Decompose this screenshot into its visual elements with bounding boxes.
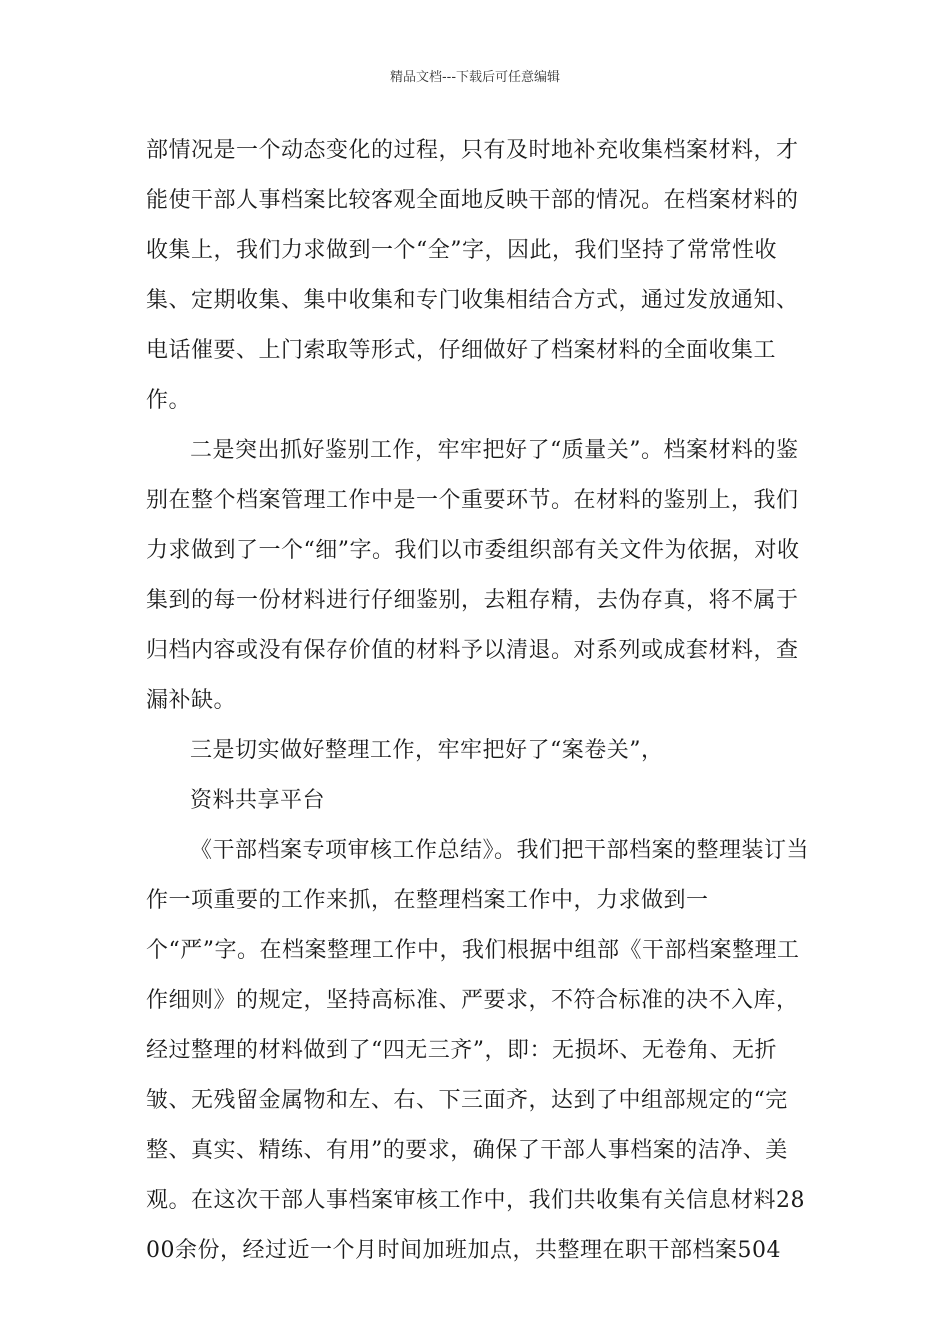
page-header: 精品文档---下载后可任意编辑 (389, 70, 561, 85)
paragraph-summary: 《干部档案专项审核工作总结》。我们把干部档案的整理装订当作一项重要的工作来抓，在整理档案工作中，力求做到一个“严”字。在档案整理工作中，我们根据中组部《干部档案整理工作细则》的规定，坚持高标准、严要求，不符合标准的决不入库，经过整理的材料做到了“四无三齐”，即：无损坏、无卷角、无折皱、无残留金属物和左、右、下三面齐，达到了中组部规定的“完整、真实、精练、有用”的要求，确保了干部人事档案的洁净、美观。在这次干部人事档案审核工作中，我们共收集有关信息材料2800余份，经过近一个月时间加班加点，共整理在职干部档案504 (146, 838, 810, 1263)
paragraph-collection: 部情况是一个动态变化的过程，只有及时地补充收集档案材料，才能使干部人事档案比较客观全面地反映干部的情况。在档案材料的收集上，我们力求做到一个“全”字，因此，我们坚持了常常性收集、定期收集、集中收集和专门收集相结合方式，通过发放通知、电话催要、上门索取等形式，仔细做好了档案材料的全面收集工作。 (146, 138, 799, 413)
paragraph-identification: 二是突出抓好鉴别工作，牢牢把好了“质量关”。档案材料的鉴别在整个档案管理工作中是一个重要环节。在材料的鉴别上，我们力求做到了一个“细”字。我们以市委组织部有关文件为依据，对收集到的每一份材料进行仔细鉴别，去粗存精，去伪存真，将不属于归档内容或没有保存价值的材料予以清退。对系列或成套材料，查漏补缺。 (146, 438, 800, 713)
document-body (146, 126, 818, 1276)
paragraph-platform-note: 资料共享平台 (190, 788, 326, 813)
paragraph-organization: 三是切实做好整理工作，牢牢把好了“案卷关”， (190, 738, 664, 763)
